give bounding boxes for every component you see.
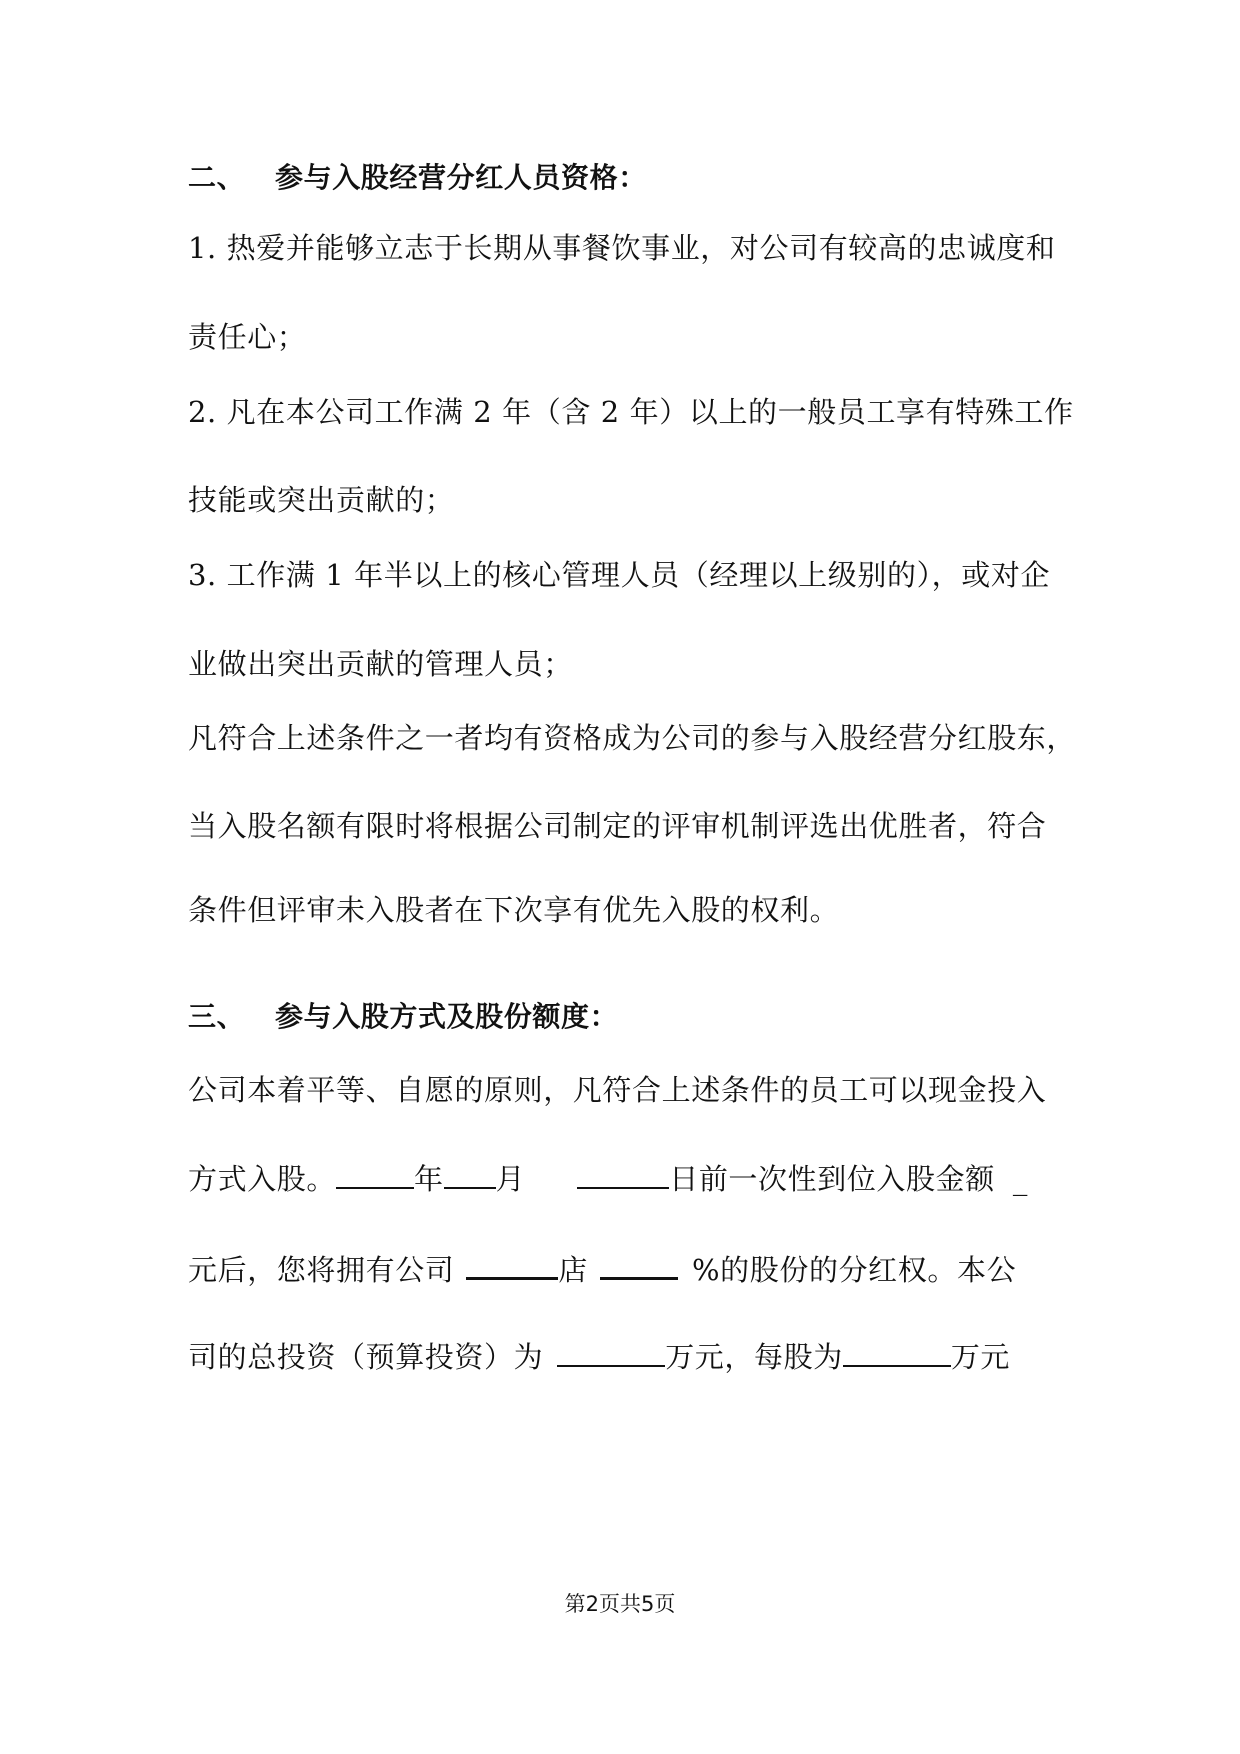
year-blank — [336, 1157, 414, 1189]
total-investment-blank — [557, 1335, 665, 1367]
store-label: 店 — [558, 1253, 589, 1287]
section-3-number: 三、 — [188, 1000, 246, 1033]
summary-line-2: 当入股名额有限时将根据公司制定的评审机制评选出优胜者，符合 — [188, 809, 1047, 843]
section-3-title: 参与入股方式及股份额度： — [275, 1000, 619, 1033]
summary-line-3: 条件但评审未入股者在下次享有优先入股的权利。 — [188, 893, 840, 927]
item-1-line-2: 责任心； — [188, 320, 307, 354]
section-2-title: 参与入股经营分红人员资格： — [275, 161, 647, 194]
day-blank — [577, 1157, 669, 1189]
item-1-line-1: 1. 热爱并能够立志于长期从事餐饮事业，对公司有较高的忠诚度和 — [188, 231, 1056, 265]
percent-blank — [600, 1247, 678, 1280]
section-3-line-1: 公司本着平等、自愿的原则，凡符合上述条件的员工可以现金投入 — [188, 1073, 1047, 1107]
text-fragment: 方式入股。 — [188, 1162, 337, 1196]
text-fragment: 司的总投资（预算投资）为 — [188, 1340, 544, 1374]
summary-line-1: 凡符合上述条件之一者均有资格成为公司的参与入股经营分红股东， — [188, 721, 1077, 755]
item-3-line-2: 业做出突出贡献的管理人员； — [188, 647, 573, 681]
section-2-number: 二、 — [188, 161, 246, 194]
per-share-blank — [843, 1335, 951, 1367]
section-2-heading — [188, 158, 1068, 198]
text-fragment: 万元，每股为 — [665, 1340, 843, 1374]
text-fragment: %的股份的分红权。本公 — [692, 1253, 1017, 1287]
item-2-line-1: 2. 凡在本公司工作满 2 年（含 2 年）以上的一般员工享有特殊工作 — [188, 395, 1074, 429]
year-label: 年 — [414, 1162, 444, 1196]
section-3-line-4 — [188, 1335, 1068, 1377]
month-blank — [444, 1157, 496, 1189]
item-3-line-1: 3. 工作满 1 年半以上的核心管理人员（经理以上级别的），或对企 — [188, 558, 1051, 592]
store-blank — [466, 1247, 558, 1280]
section-3-line-3 — [188, 1247, 1068, 1290]
amount-blank-mark: _ — [1012, 1162, 1028, 1196]
item-2-line-2: 技能或突出贡献的； — [188, 483, 455, 517]
text-fragment: 万元 — [950, 1340, 1011, 1374]
text-fragment: 日前一次性到位入股金额 — [669, 1162, 995, 1196]
month-label: 月 — [495, 1162, 526, 1196]
section-3-line-2 — [188, 1157, 1068, 1199]
text-fragment: 元后，您将拥有公司 — [188, 1253, 455, 1287]
page-number: 第2页共5页 — [564, 1592, 676, 1616]
section-3-heading — [188, 997, 1068, 1037]
